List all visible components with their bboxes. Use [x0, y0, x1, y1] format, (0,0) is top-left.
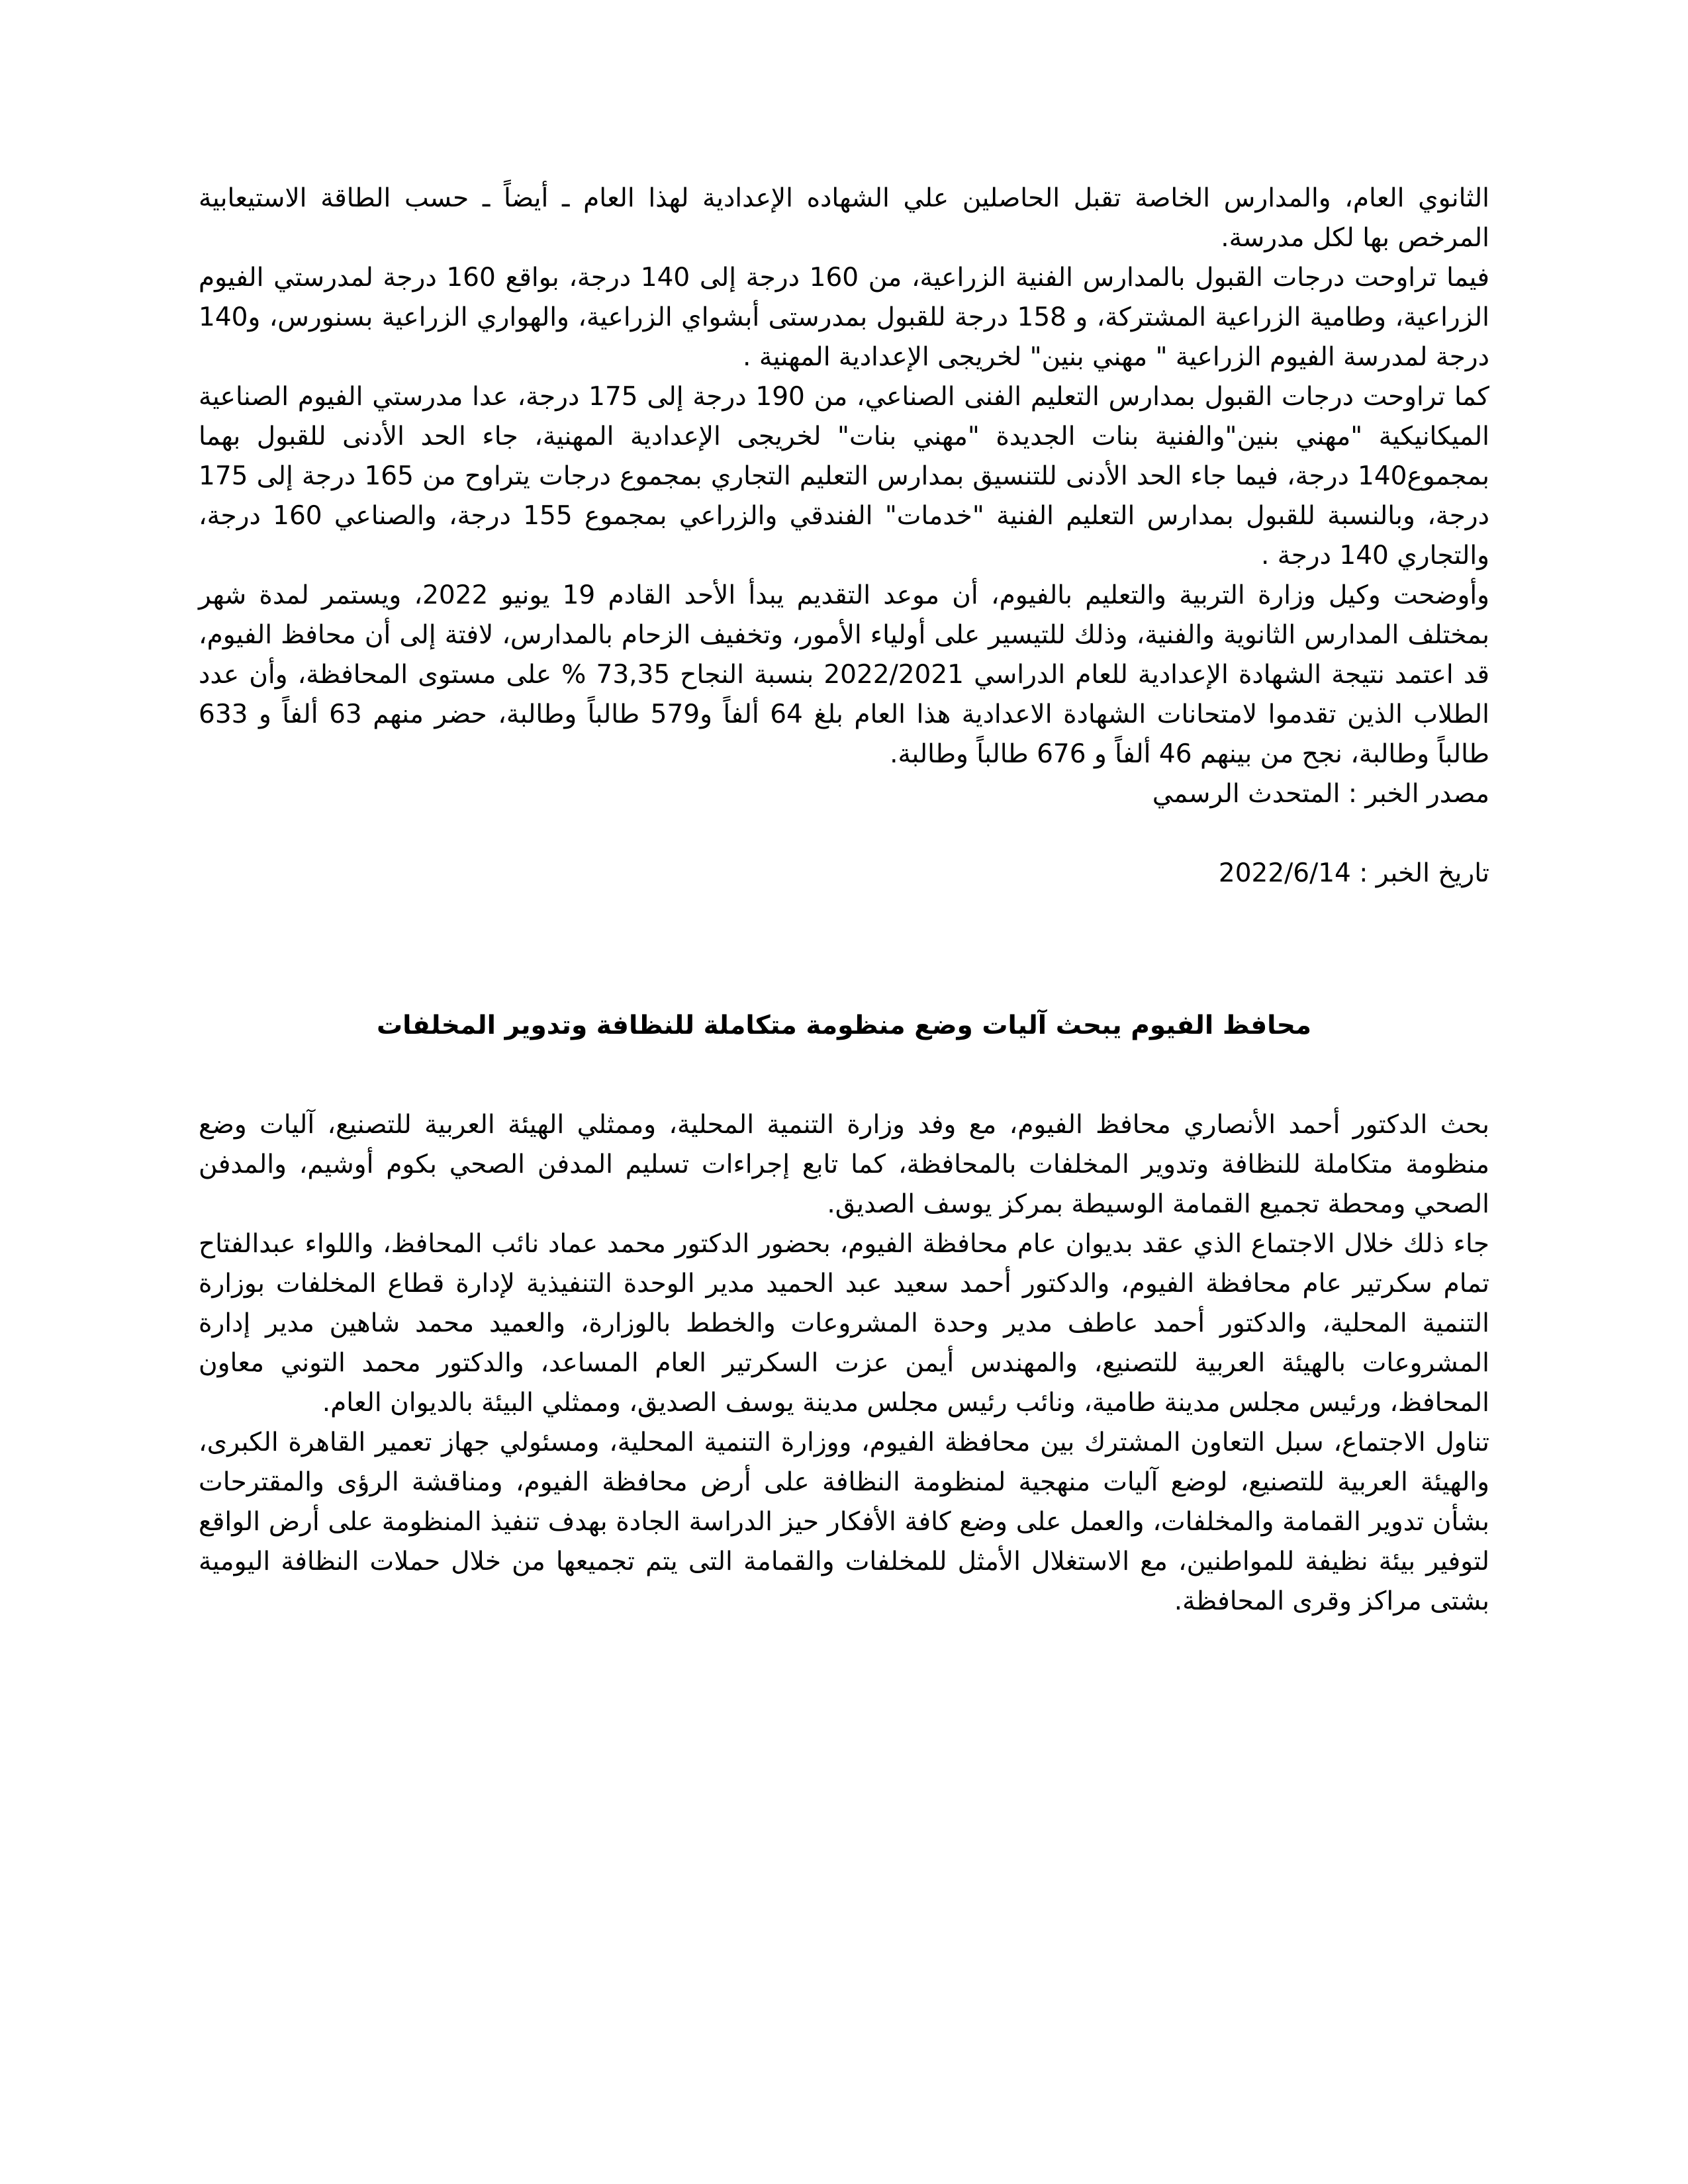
spacer [199, 814, 1489, 854]
news-source: مصدر الخبر : المتحدث الرسمي [1152, 779, 1489, 809]
article1-paragraph-3: كما تراوحت درجات القبول بمدارس التعليم الفنى الصناعي، من 190 درجة إلى 175 درجة، عدا مدرستي الفيوم الصناعية الميكانيكية "مهني بنين"والفنية بنات الجديدة "مهني بنات" لخريجى الإعدادية المهنية، جاء الحد الأدنى للقبول بهما بمجموع140 درجة، فيما جاء الحد الأدنى للتنسيق بمدارس التعليم التجاري بمجموع درجات يتراوح من 165 درجة إلى 175 درجة، وبالنسبة للقبول بمدارس التعليم الفنية "خدمات" الفندقي والزراعي بمجموع 155 درجة، والصناعي 160 درجة، والتجاري 140 درجة . [199, 382, 1490, 570]
article1-paragraph-1: الثانوي العام، والمدارس الخاصة تقبل الحاصلين علي الشهاده الإعدادية لهذا العام ـ أيضاً ـ حسب الطاقة الاستيعابية المرخص بها لكل مدرسة. [199, 183, 1489, 253]
article2-paragraph-2: جاء ذلك خلال الاجتماع الذي عقد بديوان عام محافظة الفيوم، بحضور الدكتور محمد عماد نائب المحافظ، واللواء عبدالفتاح تمام سكرتير عام محافظة الفيوم، والدكتور أحمد سعيد عبد الحميد مدير الوحدة التنفيذية لإدارة قطاع المخلفات بوزارة التنمية المحلية، والدكتور أحمد عاطف مدير وحدة المشروعات والخطط بالوزارة، والعميد محمد شاهين مدير إدارة المشروعات بالهيئة العربية للتصنيع، والمهندس أيمن عزت السكرتير العام المساعد، والدكتور محمد التوني معاون المحافظ، ورئيس مجلس مدينة طامية، ونائب رئيس مجلس مدينة يوسف الصديق، وممثلي البيئة بالديوان العام. [199, 1229, 1489, 1418]
document-page [199, 179, 1489, 1621]
article1-paragraph-4: وأوضحت وكيل وزارة التربية والتعليم بالفيوم، أن موعد التقديم يبدأ الأحد القادم 19 يونيو 2022، ويستمر لمدة شهر بمختلف المدارس الثانوية والفنية، وذلك للتيسير على أولياء الأمور، وتخفيف الزحام بالمدارس، لافتة إلى أن محافظ الفيوم، قد اعتمد نتيجة الشهادة الإعدادية للعام الدراسي 2022/2021 بنسبة النجاح 73,35 % على مستوى المحافظة، وأن عدد الطلاب الذين تقدموا لامتحانات الشهادة الاعدادية هذا العام بلغ 64 ألفاً و579 طالباً وطالبة، حضر منهم 63 ألفاً و 633 طالباً وطالبة، نجح من بينهم 46 ألفاً و 676 طالباً وطالبة. [199, 580, 1489, 769]
article2-paragraph-1: بحث الدكتور أحمد الأنصاري محافظ الفيوم، مع وفد وزارة التنمية المحلية، وممثلي الهيئة العربية للتصنيع، آليات وضع منظومة متكاملة للنظافة وتدوير المخلفات بالمحافظة، كما تابع إجراءات تسليم المدفن الصحي بكوم أوشيم، والمدفن الصحي ومحطة تجميع القمامة الوسيطة بمركز يوسف الصديق. [199, 1110, 1489, 1219]
spacer [199, 893, 1489, 1006]
spacer [199, 1046, 1489, 1105]
article2-headline: محافظ الفيوم يبحث آليات وضع منظومة متكاملة للنظافة وتدوير المخلفات [376, 1011, 1312, 1040]
news-date: تاريخ الخبر : 2022/6/14 [1218, 858, 1489, 888]
article1-paragraph-2: فيما تراوحت درجات القبول بالمدارس الفنية الزراعية، من 160 درجة إلى 140 درجة، بواقع 160 درجة لمدرستي الفيوم الزراعية، وطامية الزراعية المشتركة، و 158 درجة للقبول بمدرستى أبشواي الزراعية، والهواري الزراعية بسنورس، و140 درجة لمدرسة الفيوم الزراعية " مهني بنين" لخريجى الإعدادية المهنية . [199, 263, 1489, 372]
article2-paragraph-3: تناول الاجتماع، سبل التعاون المشترك بين محافظة الفيوم، ووزارة التنمية المحلية، ومسئولي جهاز تعمير القاهرة الكبرى، والهيئة العربية للتصنيع، لوضع آليات منهجية لمنظومة النظافة على أرض محافظة الفيوم، ومناقشة الرؤى والمقترحات بشأن تدوير القمامة والمخلفات، والعمل على وضع كافة الأفكار حيز الدراسة الجادة بهدف تنفيذ المنظومة على أرض الواقع لتوفير بيئة نظيفة للمواطنين، مع الاستغلال الأمثل للمخلفات والقمامة التى يتم تجميعها من خلال حملات النظافة اليومية بشتى مراكز وقرى المحافظة. [199, 1428, 1489, 1616]
